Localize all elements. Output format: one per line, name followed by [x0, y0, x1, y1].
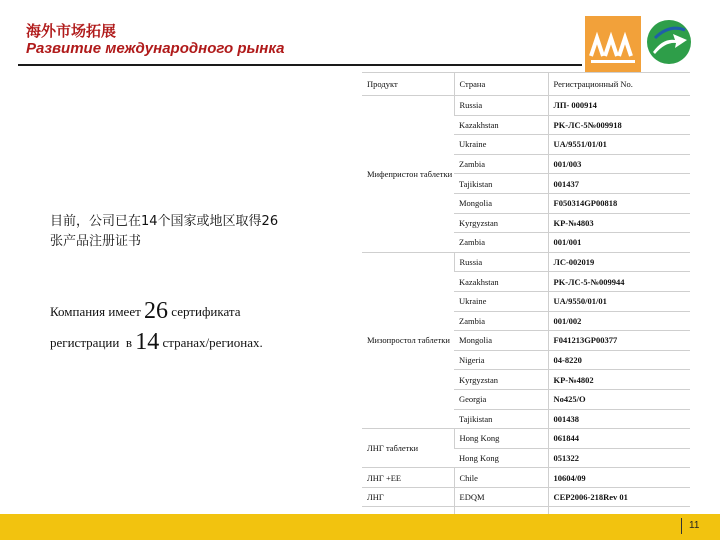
reg-number-cell: 051322 — [548, 448, 690, 468]
country-cell: Hong Kong — [454, 448, 548, 468]
country-cell: Kazakhstan — [454, 272, 548, 292]
country-cell: Tajikistan — [454, 174, 548, 194]
product-cell: Мизопростол таблетки — [362, 252, 454, 428]
product-cell: Мифепристон таблетки — [362, 96, 454, 253]
product-cell: ЛНГ +ЕЕ — [362, 468, 454, 488]
summary-ru-part3: регистрации — [50, 335, 120, 350]
page-title-cn: 海外市场拓展 — [26, 22, 117, 40]
country-cell: EDQM — [454, 487, 548, 507]
country-cell: Mongolia — [454, 193, 548, 213]
reg-number-cell: KP-№4802 — [548, 370, 690, 390]
summary-ru-part2: сертификата — [171, 304, 241, 319]
summary-cn-line1: 目前，公司已在14个国家或地区取得26 — [50, 214, 279, 229]
reg-number-cell: 061844 — [548, 429, 690, 449]
company-logo-icon — [585, 16, 641, 72]
reg-number-cell: UA/9551/01/01 — [548, 135, 690, 155]
reg-number-cell: UA/9550/01/01 — [548, 291, 690, 311]
header-country: Страна — [454, 73, 548, 96]
reg-number-cell: 001/002 — [548, 311, 690, 331]
table-row — [362, 429, 690, 449]
table-row — [362, 96, 690, 116]
certificate-count: 26 — [144, 298, 169, 324]
header-reg-number: Регистрационный No. — [548, 73, 690, 96]
summary-ru — [50, 296, 370, 358]
summary-cn-line2: 张产品注册证书 — [50, 234, 142, 249]
reg-number-cell: 04-8220 — [548, 350, 690, 370]
reg-number-cell: PK-ЛС-5№009918 — [548, 115, 690, 135]
country-cell: Chile — [454, 468, 548, 488]
reg-number-cell: 001/001 — [548, 233, 690, 253]
product-cell: ЛНГ таблетки — [362, 429, 454, 468]
table-row — [362, 468, 690, 488]
header-product: Продукт — [362, 73, 454, 96]
country-cell: Tajikistan — [454, 409, 548, 429]
footer-bar — [0, 514, 720, 540]
country-cell: Russia — [454, 96, 548, 116]
country-cell: Mongolia — [454, 331, 548, 351]
reg-number-cell: 001437 — [548, 174, 690, 194]
page-number: 11 — [681, 518, 699, 534]
reg-number-cell: No425/O — [548, 389, 690, 409]
country-cell: Zambia — [454, 233, 548, 253]
country-cell: Zambia — [454, 311, 548, 331]
page-title-ru: Развитие международного рынка — [26, 40, 285, 57]
reg-number-cell: CEP2006-218Rev 01 — [548, 487, 690, 507]
summary-ru-part5: странах/регионах. — [162, 335, 263, 350]
country-cell: Kyrgyzstan — [454, 213, 548, 233]
country-cell: Kazakhstan — [454, 115, 548, 135]
reg-number-cell: ЛС-002019 — [548, 252, 690, 272]
country-cell: Nigeria — [454, 350, 548, 370]
reg-number-cell: KP-№4803 — [548, 213, 690, 233]
partner-logo-icon — [645, 18, 693, 66]
country-cell: Hong Kong — [454, 429, 548, 449]
country-cell: Georgia — [454, 389, 548, 409]
country-cell: Zambia — [454, 154, 548, 174]
summary-ru-part4: в — [125, 335, 132, 350]
table-header-row — [362, 73, 690, 96]
reg-number-cell: F050314GP00818 — [548, 193, 690, 213]
country-count: 14 — [135, 329, 160, 355]
reg-number-cell: 001438 — [548, 409, 690, 429]
country-cell: Ukraine — [454, 291, 548, 311]
country-cell: Kyrgyzstan — [454, 370, 548, 390]
reg-number-cell: PK-ЛС-5-№009944 — [548, 272, 690, 292]
reg-number-cell: ЛП- 000914 — [548, 96, 690, 116]
country-cell: Russia — [454, 252, 548, 272]
table-row — [362, 252, 690, 272]
country-cell: Ukraine — [454, 135, 548, 155]
product-cell: ЛНГ — [362, 487, 454, 507]
table-row — [362, 487, 690, 507]
title-underline — [18, 64, 582, 66]
reg-number-cell: 001/003 — [548, 154, 690, 174]
reg-number-cell: F041213GP00377 — [548, 331, 690, 351]
summary-ru-part1: Компания имеет — [50, 304, 141, 319]
registration-table — [362, 72, 690, 526]
reg-number-cell: 10604/09 — [548, 468, 690, 488]
summary-cn — [50, 212, 350, 252]
